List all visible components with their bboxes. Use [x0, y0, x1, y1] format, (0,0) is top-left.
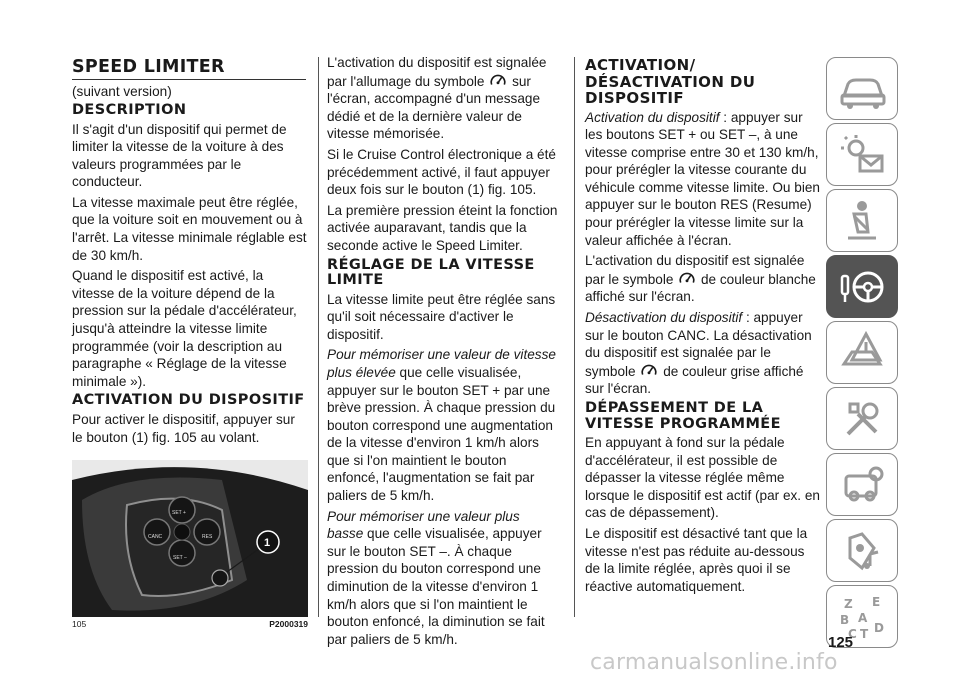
alphabetical-index-icon [836, 594, 888, 640]
section-title: SPEED LIMITER [72, 57, 225, 77]
figure-caption [72, 619, 308, 629]
speed-limiter-icon [678, 270, 696, 288]
paragraph: Pour activer le dispositif, appuyer sur le bouton (1) fig. 105 au volant. [72, 411, 295, 445]
tab-seat-safety[interactable] [826, 189, 898, 252]
text-run: L'activation du dispositif est signalée par le symbole [585, 253, 805, 287]
paragraph: La vitesse limite peut être réglée sans qu'il soit nécessaire d'activer le dispositif. [327, 291, 556, 342]
index-letter: Z [844, 596, 853, 611]
italic-lead: Activation du dispositif [585, 109, 720, 125]
tab-warning-lights[interactable] [826, 123, 898, 186]
button-canc-label: CANC [148, 534, 163, 541]
column-1 [72, 57, 308, 629]
seat-safety-icon [836, 198, 888, 244]
watermark: carmanualsonline.info [590, 650, 838, 675]
figure-code: P2000319 [269, 619, 308, 630]
paragraph: La vitesse maximale peut être réglée, que la voiture soit en mouvement ou à l'arrêt. La vitesse minimale réglable est de 30 km/h. [72, 194, 307, 263]
column-divider [318, 57, 319, 617]
multimedia-icon [836, 528, 888, 574]
paragraph [327, 346, 559, 504]
paragraph [327, 54, 559, 143]
warning-lights-icon [836, 132, 888, 178]
tab-car-dashboard[interactable] [826, 57, 898, 120]
index-letter: A [858, 610, 868, 625]
paragraph [327, 508, 559, 649]
figure-steering-wheel [72, 460, 308, 617]
paragraph: Quand le dispositif est activé, la vitesse de la voiture dépend de la pression sur la pédale d'accélérateur, jusqu'à atteindre la vitesse limite programmée (voir la description au paragraphe « Réglage de la vitesse minimale »). [72, 268, 297, 389]
heading-activation: ACTIVATION DU DISPOSITIF [72, 392, 305, 409]
technical-data-icon [836, 462, 888, 508]
paragraph: La première pression éteint la fonction activée auparavant, tandis que la seconde active le Speed Limiter. [327, 202, 558, 253]
text-run: L'activation du dispositif est signalée par l'allumage du symbole [327, 55, 547, 89]
text-run: de couleur blanche affiché sur l'écran. [585, 271, 816, 305]
car-dashboard-icon [836, 66, 888, 112]
title-divider [72, 79, 306, 80]
steering-wheel-illustration [72, 460, 308, 617]
column-divider [574, 57, 575, 617]
index-letter: C [848, 626, 857, 640]
paragraph [585, 109, 821, 250]
steering-wheel-key-icon [836, 264, 888, 310]
column-2 [327, 54, 559, 651]
page-number: 125 [828, 634, 854, 651]
callout-number: 1 [264, 537, 271, 550]
italic-lead: Pour mémoriser une valeur de vitesse plus élevée [327, 347, 556, 380]
paragraph: Le dispositif est désactivé tant que la vitesse n'est pas réduite au-dessous de la limite réglée, après quoi il se réactive automatiquement. [585, 525, 808, 594]
tab-roadside-emergency[interactable] [826, 321, 898, 384]
index-letter: D [874, 620, 884, 635]
heading-reglage: RÉGLAGE DE LA VITESSE LIMITE [327, 256, 535, 289]
heading-depassement: DÉPASSEMENT DE LA VITESSE PROGRAMMÉE [585, 400, 781, 432]
paragraph [585, 252, 821, 306]
text-run: que celle visualisée, appuyer sur le bouton SET –. À chaque pression du bouton correspond une diminution de la vitesse d'environ 1 km/h alors que si l'on maintient le bouton enfoncé, la diminution se fait par paliers de 5 km/h. [327, 526, 545, 647]
text-run: que celle visualisée, appuyer sur le bouton SET + par une brève pression. À chaque pression du bouton correspond une augmentation de la vitesse d'environ 1 km/h alors que si l'on maintient le bouton enfoncé, l'augmentation se fait par paliers de 5 km/h. [327, 364, 556, 504]
roadside-emergency-icon [836, 330, 888, 376]
paragraph: En appuyant à fond sur la pédale d'accélérateur, il est possible de dépasser la vitesse réglée même lorsque le dispositif est actif (par ex. en cas de dépassement). [585, 435, 820, 521]
paragraph: Si le Cruise Control électronique a été précédemment activé, il faut appuyer deux fois sur le bouton (1) fig. 105. [327, 146, 556, 198]
text-run: : appuyer sur les boutons SET + ou SET –, à une vitesse comprise entre 30 et 130 km/h, pour prérégler la vitesse courante du véhicule comme vitesse limite. Ou bien appuyer sur le bouton RES (Resume) pour prérégler la vitesse limite sur la valeur affichée à l'écran. [585, 109, 820, 248]
tab-multimedia[interactable] [826, 519, 898, 582]
button-set-minus-label: SET – [173, 555, 187, 562]
button-res-label: RES [202, 534, 213, 541]
index-letter: E [872, 594, 881, 609]
figure-number: 105 [72, 619, 87, 630]
text-run: : appuyer sur le bouton CANC. La désactivation du dispositif est signalée par le symbole [585, 310, 812, 379]
heading-description: DESCRIPTION [72, 102, 187, 118]
heading-activation-desactivation: ACTIVATION/ DÉSACTIVATION DU DISPOSITIF [585, 56, 756, 107]
index-letter: B [840, 612, 850, 627]
italic-lead: Désactivation du dispositif [585, 310, 743, 326]
chapter-tabs [826, 57, 898, 651]
text-run: de couleur grise affiché sur l'écran. [585, 363, 804, 397]
italic-lead: Pour mémoriser une valeur plus basse [327, 508, 520, 542]
paragraph [585, 309, 821, 398]
tab-maintenance-tools[interactable] [826, 387, 898, 450]
tab-steering-wheel-key[interactable] [826, 255, 898, 318]
section-subtitle: (suivant version) [72, 84, 172, 99]
speed-limiter-icon [489, 72, 507, 90]
column-3 [585, 54, 821, 598]
paragraph: Il s'agit d'un dispositif qui permet de limiter la vitesse de la voiture à des valeurs programmées par le conducteur. [72, 121, 287, 190]
text-run: sur l'écran, accompagné d'un message dédié et de la dernière valeur de vitesse mémorisée. [327, 73, 540, 142]
button-set-plus-label: SET + [172, 510, 186, 517]
tab-technical-data[interactable] [826, 453, 898, 516]
speed-limiter-icon [640, 362, 658, 380]
maintenance-tools-icon [836, 396, 888, 442]
index-letter: T [860, 626, 869, 640]
